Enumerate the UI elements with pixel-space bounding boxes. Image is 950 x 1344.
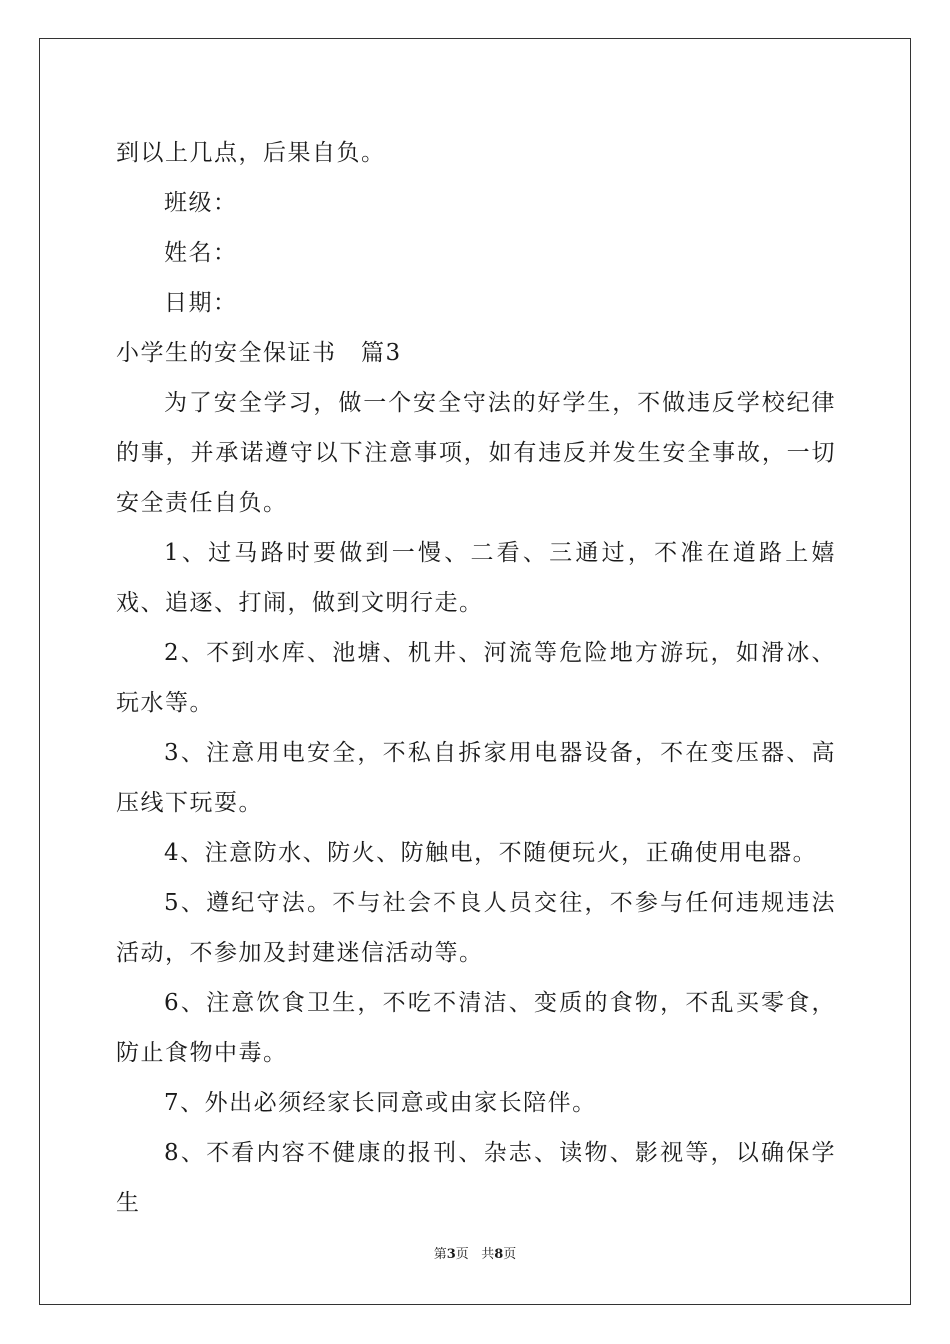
document-body: [116, 128, 836, 1228]
total-prefix: 共: [481, 1247, 495, 1262]
date-field-label: 日期：: [164, 290, 238, 316]
list-item: 3、注意用电安全，不私自拆家用电器设备，不在变压器、高压线下玩耍。: [116, 740, 836, 816]
paragraph: 为了安全学习，做一个安全守法的好学生，不做违反学校纪律的事，并承诺遵守以下注意事项，如有违反并发生安全事故，一切安全责任自负。: [116, 390, 836, 516]
list-item: 7、外出必须经家长同意或由家长陪伴。: [164, 1090, 597, 1116]
list-item: 8、不看内容不健康的报刊、杂志、读物、影视等，以确保学生: [116, 1140, 836, 1216]
list-item: 1、过马路时要做到一慢、二看、三通过，不准在道路上嬉戏、追逐、打闹，做到文明行走。: [116, 540, 836, 616]
paragraph: 到以上几点，后果自负。: [116, 140, 386, 166]
current-page-number: 3: [446, 1247, 456, 1262]
total-pages-number: 8: [494, 1247, 504, 1262]
list-item: 2、不到水库、池塘、机井、河流等危险地方游玩，如滑冰、玩水等。: [116, 640, 836, 716]
list-item: 4、注意防水、防火、防触电，不随便玩火，正确使用电器。: [164, 840, 818, 866]
list-item: 6、注意饮食卫生，不吃不清洁、变质的食物，不乱买零食，防止食物中毒。: [116, 990, 836, 1066]
class-field-label: 班级：: [164, 190, 238, 216]
list-item: 5、遵纪守法。不与社会不良人员交往，不参与任何违规违法活动，不参加及封建迷信活动等。: [116, 890, 836, 966]
page-footer: [0, 1245, 950, 1265]
section-heading: 小学生的安全保证书 篇3: [116, 340, 402, 366]
total-suffix: 页: [503, 1247, 517, 1262]
page-word: 页: [455, 1247, 469, 1262]
page-prefix: 第: [433, 1247, 447, 1262]
name-field-label: 姓名：: [164, 240, 238, 266]
